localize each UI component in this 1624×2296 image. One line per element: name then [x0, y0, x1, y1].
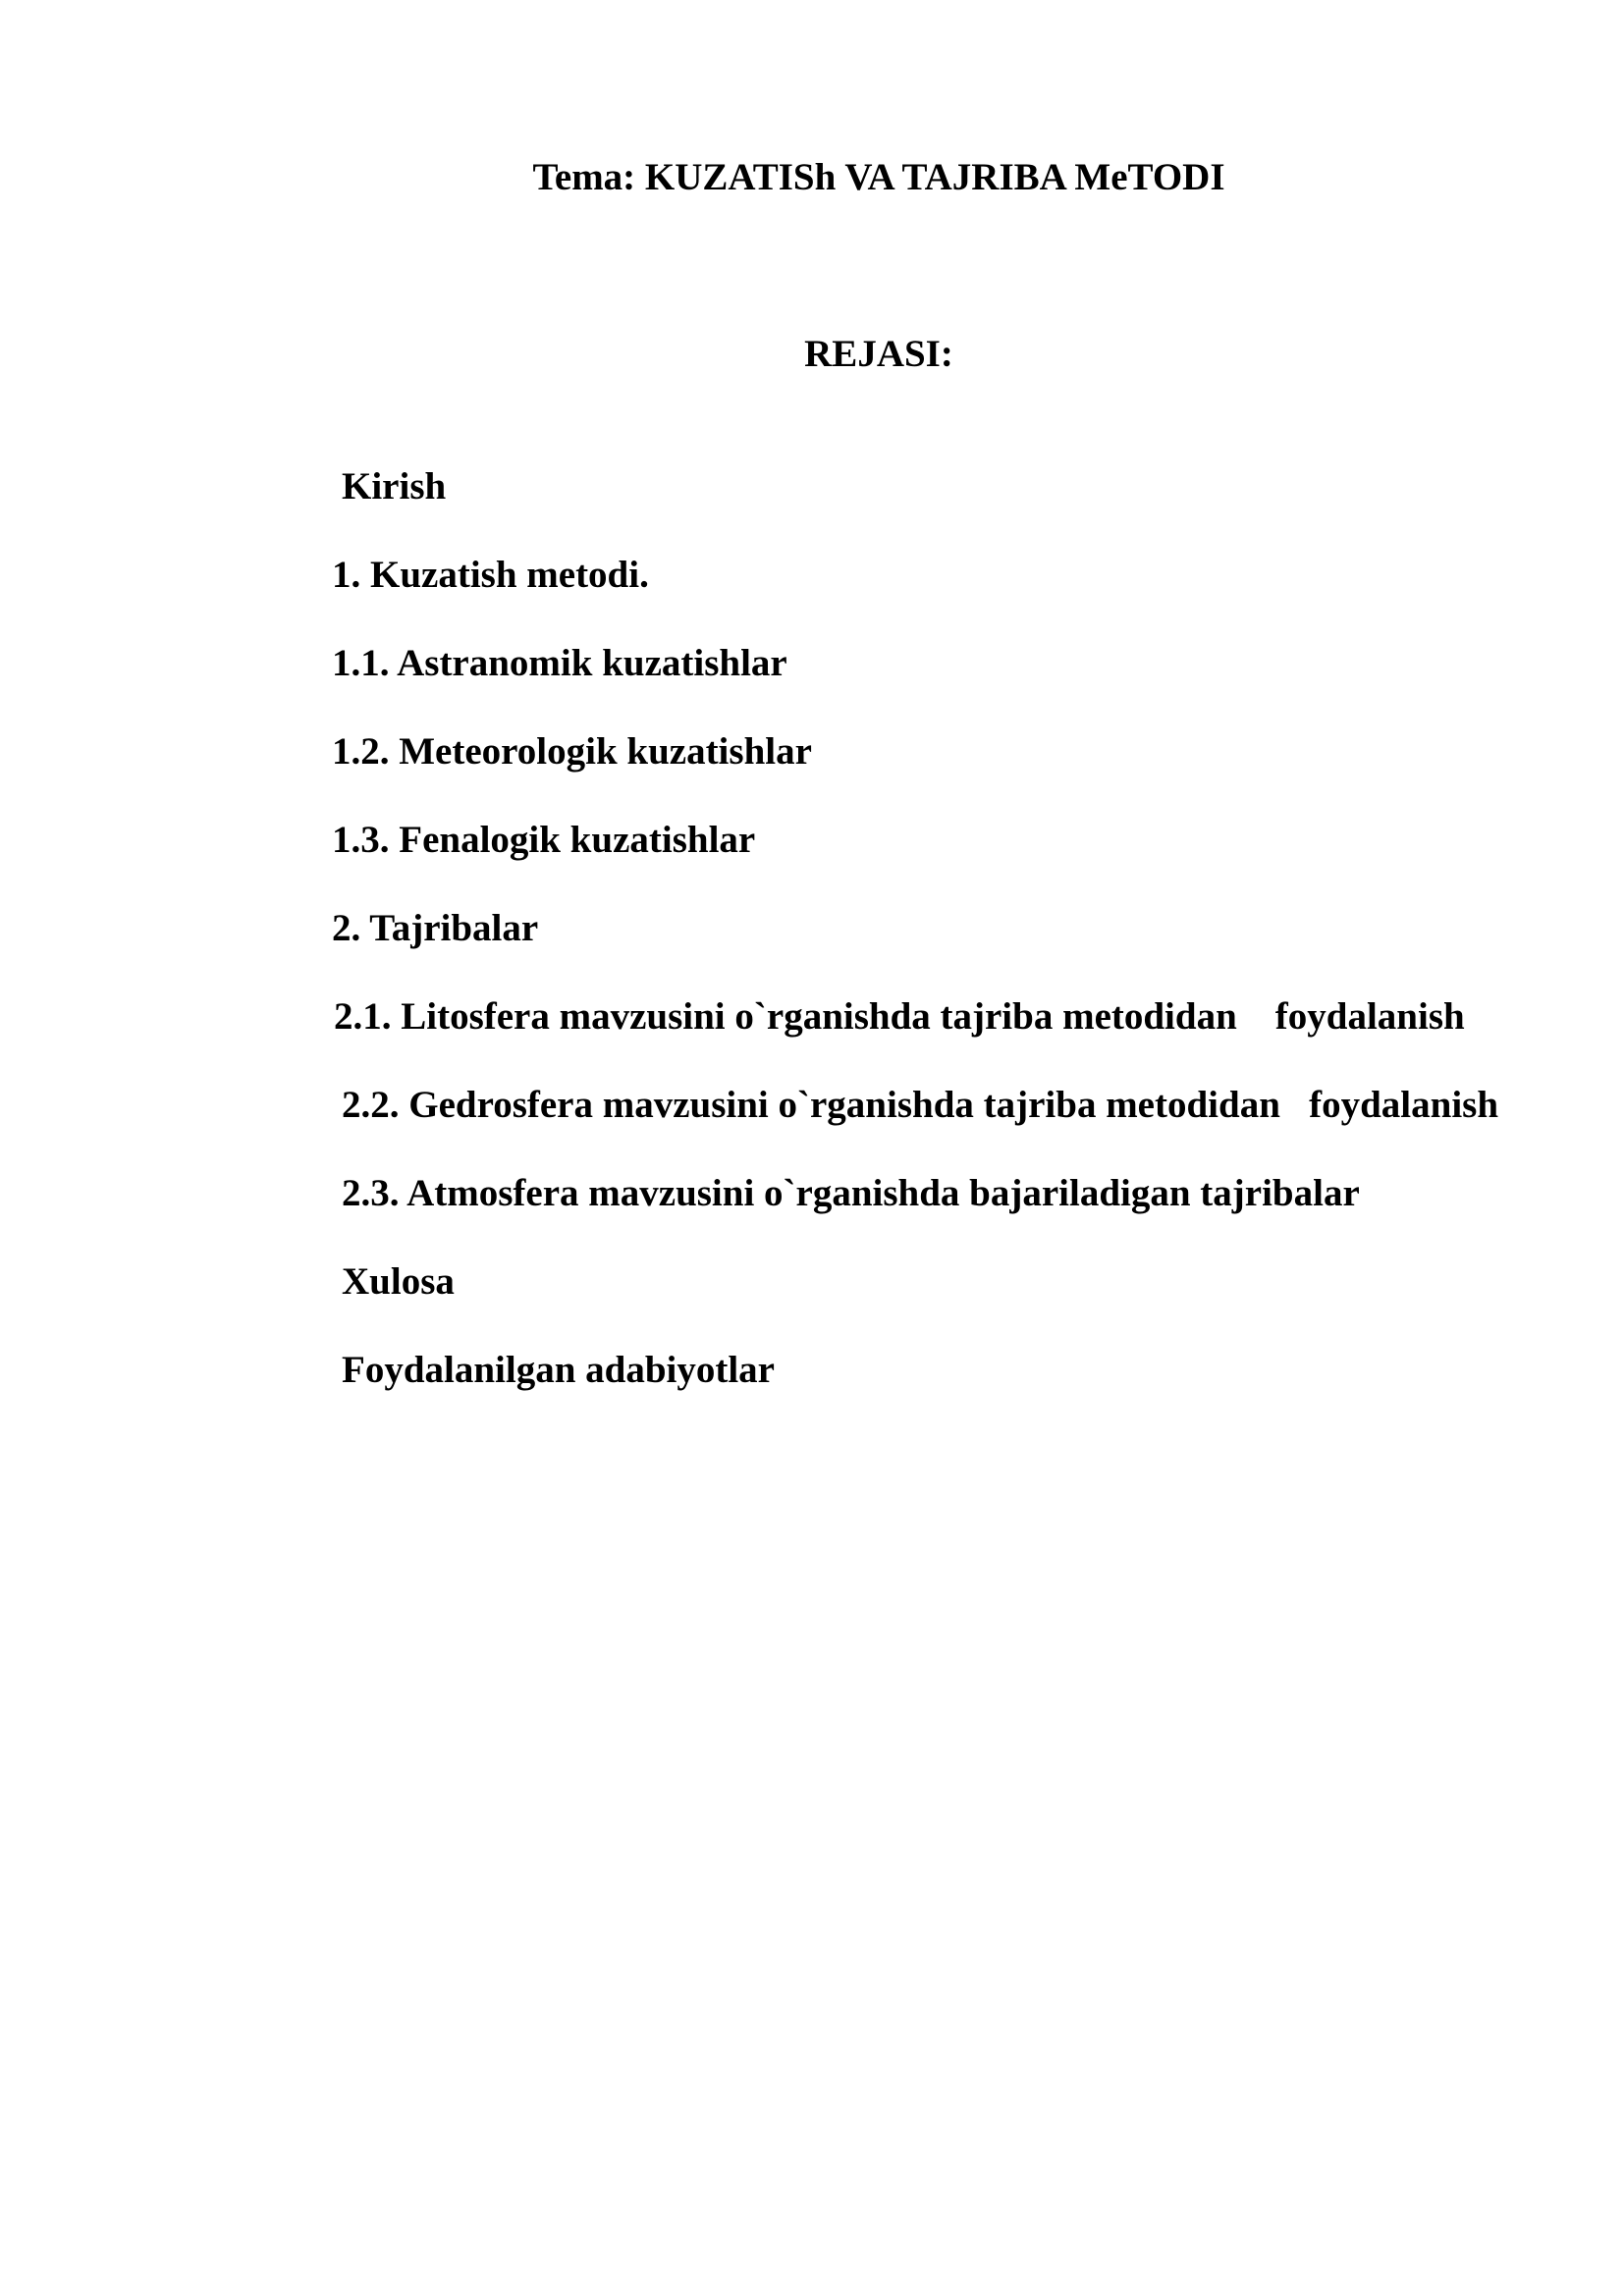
plan-item-meteorological-observations: 1.2. Meteorologik kuzatishlar	[332, 730, 812, 773]
plan-item-atmosphere-experiments: 2.3. Atmosfera mavzusini o`rganishda bajariladigan tajribalar	[342, 1172, 1360, 1214]
plan-item-introduction: Kirish	[342, 465, 447, 507]
plan-item-conclusion: Xulosa	[342, 1260, 455, 1303]
plan-item-astronomical-observations: 1.1. Astranomik kuzatishlar	[332, 642, 787, 684]
document-title: Tema: KUZATISh VA TAJRIBA MeTODI	[532, 156, 1225, 198]
plan-heading: REJASI:	[804, 333, 953, 375]
plan-item-hydrosphere-experiments: 2.2. Gedrosfera mavzusini o`rganishda tajriba metodidan foydalanish	[342, 1084, 1499, 1126]
plan-item-experiments: 2. Tajribalar	[332, 907, 539, 949]
plan-item-phenological-observations: 1.3. Fenalogik kuzatishlar	[332, 819, 756, 861]
plan-item-lithosphere-experiments: 2.1. Litosfera mavzusini o`rganishda tajriba metodidan foydalanish	[334, 995, 1465, 1038]
plan-item-references: Foydalanilgan adabiyotlar	[342, 1349, 775, 1391]
plan-item-observation-method: 1. Kuzatish metodi.	[332, 554, 649, 596]
